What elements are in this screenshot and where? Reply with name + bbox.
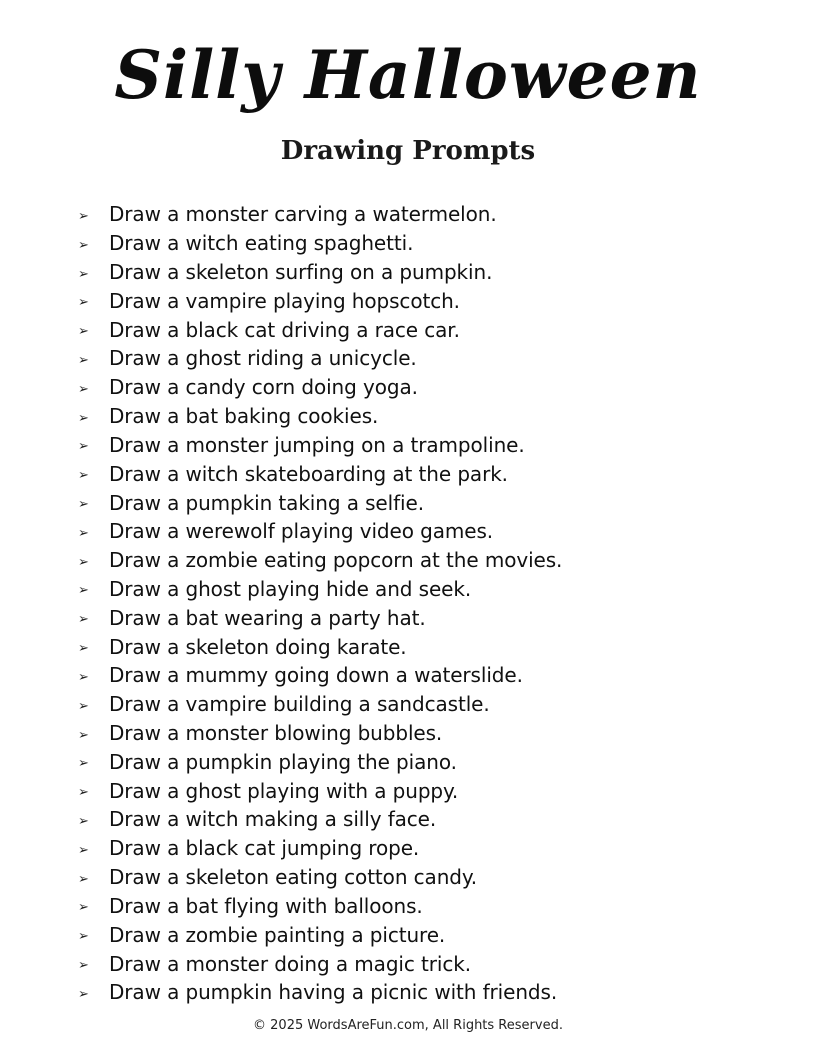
list-item xyxy=(78,978,562,1007)
arrowhead-bullet-icon: ➢ xyxy=(78,381,89,397)
prompt-text: Draw a witch making a silly face. xyxy=(109,807,437,832)
arrowhead-bullet-icon: ➢ xyxy=(78,525,89,541)
list-item xyxy=(78,373,562,402)
list-item xyxy=(78,805,562,834)
prompt-text: Draw a witch eating spaghetti. xyxy=(109,231,414,256)
list-item xyxy=(78,286,562,315)
list-item xyxy=(78,488,562,517)
list-item xyxy=(78,431,562,460)
list-item xyxy=(78,920,562,949)
prompt-text: Draw a monster jumping on a trampoline. xyxy=(109,432,525,457)
arrowhead-bullet-icon: ➢ xyxy=(78,900,89,916)
arrowhead-bullet-icon: ➢ xyxy=(78,785,89,801)
arrowhead-bullet-icon: ➢ xyxy=(78,583,89,599)
list-item xyxy=(78,229,562,258)
prompt-text: Draw a ghost playing with a puppy. xyxy=(109,778,459,803)
prompt-text: Draw a bat flying with balloons. xyxy=(109,893,423,918)
arrowhead-bullet-icon: ➢ xyxy=(78,871,89,887)
list-item xyxy=(78,863,562,892)
list-item xyxy=(78,776,562,805)
arrowhead-bullet-icon: ➢ xyxy=(78,266,89,282)
arrowhead-bullet-icon: ➢ xyxy=(78,641,89,657)
list-item xyxy=(78,517,562,546)
prompt-text: Draw a monster blowing bubbles. xyxy=(109,721,443,746)
arrowhead-bullet-icon: ➢ xyxy=(78,669,89,685)
prompt-text: Draw a werewolf playing video games. xyxy=(109,519,494,544)
prompt-text: Draw a mummy going down a waterslide. xyxy=(109,663,523,688)
arrowhead-bullet-icon: ➢ xyxy=(78,295,89,311)
prompt-text: Draw a candy corn doing yoga. xyxy=(109,375,418,400)
prompt-text: Draw a witch skateboarding at the park. xyxy=(109,461,508,486)
list-item xyxy=(78,258,562,287)
list-item xyxy=(78,459,562,488)
arrowhead-bullet-icon: ➢ xyxy=(78,842,89,858)
arrowhead-bullet-icon: ➢ xyxy=(78,929,89,945)
arrowhead-bullet-icon: ➢ xyxy=(78,727,89,743)
list-item xyxy=(78,632,562,661)
copyright-footer: © 2025 WordsAreFun.com, All Rights Reserved. xyxy=(253,1018,563,1033)
prompt-text: Draw a skeleton doing karate. xyxy=(109,634,407,659)
arrowhead-bullet-icon: ➢ xyxy=(78,497,89,513)
prompt-text: Draw a skeleton surfing on a pumpkin. xyxy=(109,260,493,285)
list-item xyxy=(78,690,562,719)
prompt-text: Draw a vampire building a sandcastle. xyxy=(109,692,490,717)
list-item xyxy=(78,661,562,690)
list-item xyxy=(78,402,562,431)
arrowhead-bullet-icon: ➢ xyxy=(78,439,89,455)
arrowhead-bullet-icon: ➢ xyxy=(78,554,89,570)
prompt-text: Draw a black cat jumping rope. xyxy=(109,836,420,861)
list-item xyxy=(78,603,562,632)
arrowhead-bullet-icon: ➢ xyxy=(78,813,89,829)
prompt-text: Draw a ghost riding a unicycle. xyxy=(109,346,417,371)
prompt-text: Draw a bat wearing a party hat. xyxy=(109,605,426,630)
prompt-list xyxy=(78,200,562,1007)
list-item xyxy=(78,834,562,863)
page-title: Silly Halloween xyxy=(114,36,702,114)
arrowhead-bullet-icon: ➢ xyxy=(78,237,89,253)
prompt-text: Draw a vampire playing hopscotch. xyxy=(109,288,460,313)
arrowhead-bullet-icon: ➢ xyxy=(78,612,89,628)
list-item xyxy=(78,747,562,776)
arrowhead-bullet-icon: ➢ xyxy=(78,468,89,484)
arrowhead-bullet-icon: ➢ xyxy=(78,986,89,1002)
prompt-text: Draw a pumpkin taking a selfie. xyxy=(109,490,424,515)
arrowhead-bullet-icon: ➢ xyxy=(78,208,89,224)
prompt-text: Draw a pumpkin playing the piano. xyxy=(109,749,457,774)
prompt-text: Draw a pumpkin having a picnic with friends. xyxy=(109,980,558,1005)
list-item xyxy=(78,949,562,978)
prompt-text: Draw a monster doing a magic trick. xyxy=(109,951,471,976)
prompt-text: Draw a zombie eating popcorn at the movies. xyxy=(109,548,563,573)
arrowhead-bullet-icon: ➢ xyxy=(78,698,89,714)
prompt-text: Draw a black cat driving a race car. xyxy=(109,317,460,342)
prompt-text: Draw a monster carving a watermelon. xyxy=(109,202,497,227)
list-item xyxy=(78,575,562,604)
arrowhead-bullet-icon: ➢ xyxy=(78,756,89,772)
list-item xyxy=(78,892,562,921)
arrowhead-bullet-icon: ➢ xyxy=(78,958,89,974)
list-item xyxy=(78,200,562,229)
arrowhead-bullet-icon: ➢ xyxy=(78,352,89,368)
prompt-text: Draw a skeleton eating cotton candy. xyxy=(109,865,478,890)
list-item xyxy=(78,719,562,748)
prompt-text: Draw a zombie painting a picture. xyxy=(109,922,446,947)
list-item xyxy=(78,315,562,344)
arrowhead-bullet-icon: ➢ xyxy=(78,324,89,340)
prompt-text: Draw a bat baking cookies. xyxy=(109,404,379,429)
list-item xyxy=(78,546,562,575)
list-item xyxy=(78,344,562,373)
prompt-text: Draw a ghost playing hide and seek. xyxy=(109,576,472,601)
arrowhead-bullet-icon: ➢ xyxy=(78,410,89,426)
page-subtitle: Drawing Prompts xyxy=(280,136,536,166)
